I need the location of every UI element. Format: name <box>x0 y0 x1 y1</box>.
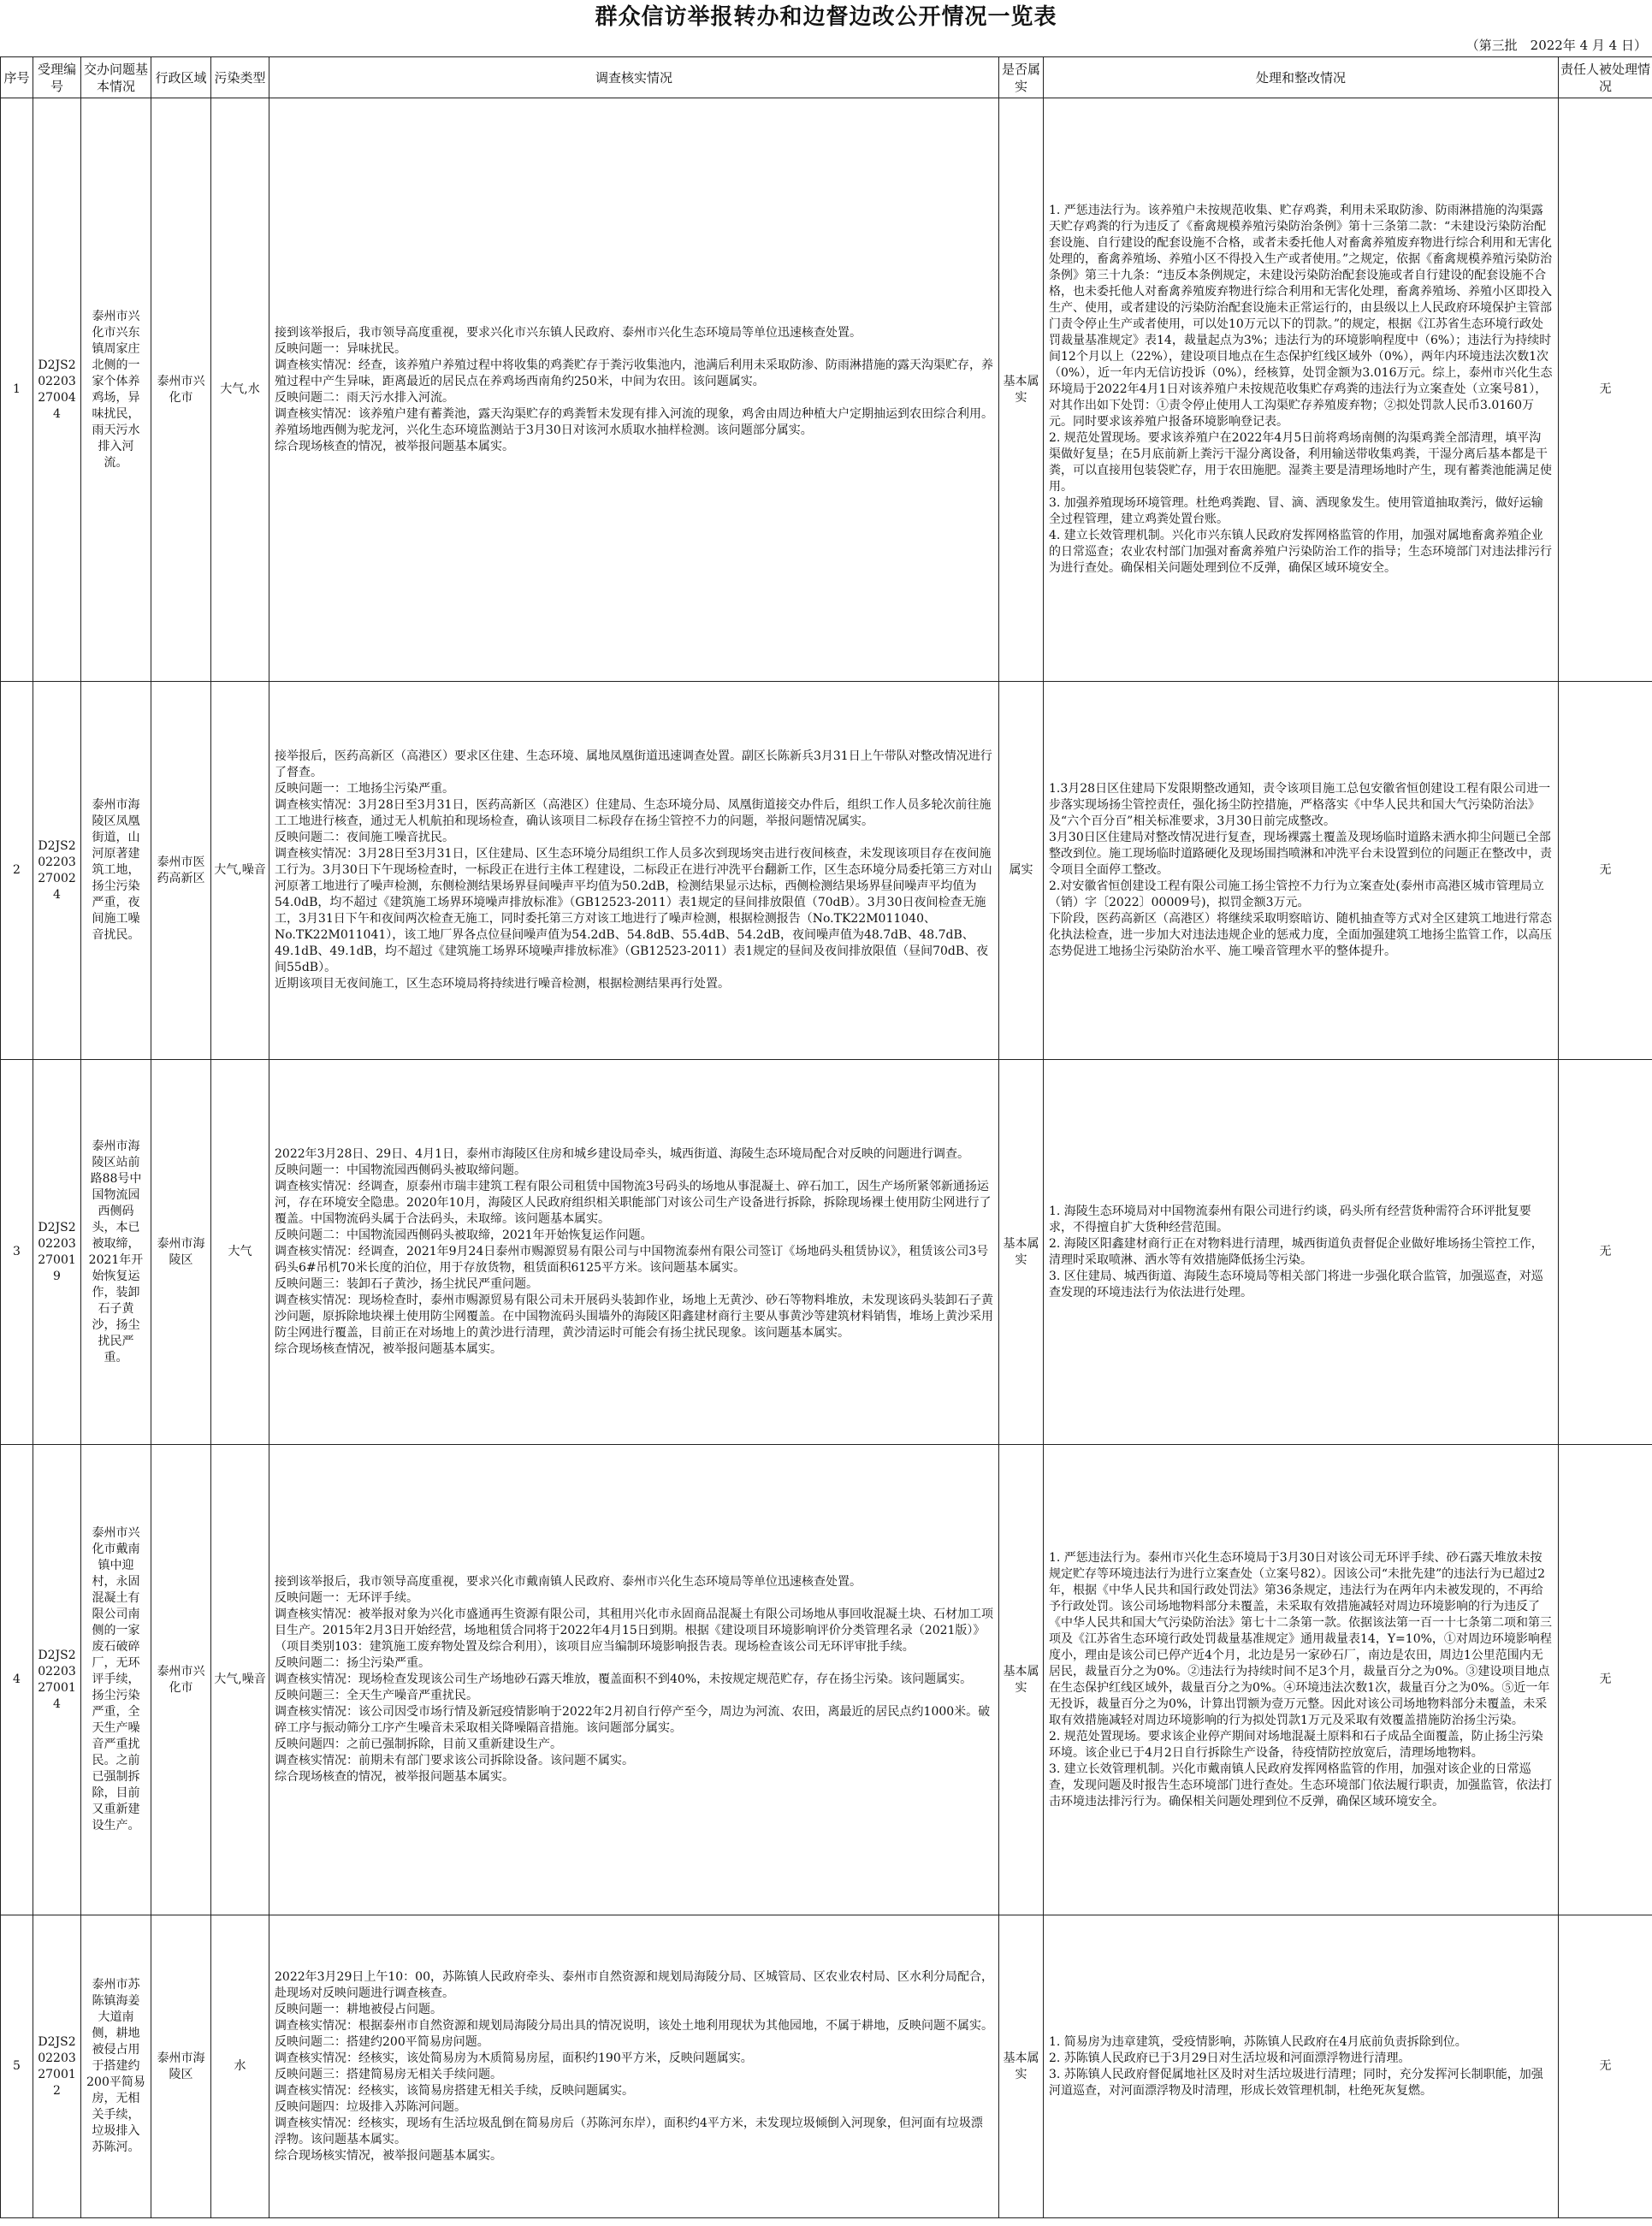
investigation-para: 近期该项目无夜间施工，区生态环境局将持续进行噪音检测，根据检测结果再行处置。 <box>275 977 730 991</box>
cell-id: D2JS202203270012 <box>33 1915 81 2218</box>
cell-basic: 泰州市兴化市兴东镇周家庄北侧的一家个体养鸡场，异味扰民，雨天污水排入河流。 <box>81 98 151 682</box>
investigation-para: 反映问题一：工地扬尘污染严重。 <box>275 782 454 796</box>
investigation-para: 反映问题二：扬尘污染严重。 <box>275 1656 430 1670</box>
cell-punished: 无 <box>1559 98 1652 682</box>
investigation-para: 调查核实情况：经调查，2021年9月24日泰州市赐源贸易有限公司与中国物流泰州有限公司签订《场地码头租赁协议》，租赁该公司3号码头6#吊机70米长度的泊位，用于存放货物，租赁面积6125平方米。该问题基本属实。 <box>275 1245 989 1275</box>
cell-district: 泰州市医药高新区 <box>151 682 211 1060</box>
cell-verified: 属实 <box>999 682 1044 1060</box>
handling-para: 下阶段，医药高新区（高港区）将继续采取明察暗访、随机抽查等方式对全区建筑工地进行常态化执法检查，进一步加大对违法违规企业的惩戒力度，全面加强建筑工地扬尘监管工作，以高压态势促进工地扬尘污染防治水平、施工噪音管理水平的整体提升。 <box>1049 912 1552 958</box>
cell-handling <box>1044 1915 1559 2218</box>
cell-pollution: 大气,噪音 <box>211 1445 269 1915</box>
cell-punished: 无 <box>1559 1060 1652 1445</box>
handling-para: 3. 建立长效管理机制。兴化市戴南镇人民政府发挥网格监管的作用，加强对该企业的日常巡查，发现问题及时报告生态环境部门进行查处。生态环境部门依法履行职责，加强监管，依法打击环境违法排污行为。确保相关问题处理到位不反弹，确保区域环境安全。 <box>1049 1761 1552 1809</box>
cell-handling <box>1044 682 1559 1060</box>
handling-para: 3月30日区住建局对整改情况进行复查，现场裸露土覆盖及现场临时道路未洒水抑尘问题已全部整改到位。施工现场临时道路硬化及现场围挡喷淋和冲洗平台未设置到位的问题正在整改中，责令项目全面停工整改。 <box>1049 831 1552 877</box>
investigation-para: 反映问题三：全天生产噪音严重扰民。 <box>275 1689 478 1702</box>
investigation-para: 调查核实情况：该养殖户建有蓄粪池，露天沟渠贮存的鸡粪暂未发现有排入河流的现象，鸡舍由周边种植大户定期抽运到农田综合利用。养殖场地西侧为驼龙河，兴化生态环境监测站于3月30日对该河水质取水抽样检测。该问题部分属实。 <box>275 406 993 437</box>
cell-basic: 泰州市海陵区凤凰街道，山河原著建筑工地，扬尘污染严重，夜间施工噪音扰民。 <box>81 682 151 1060</box>
header-handling: 处理和整改情况 <box>1044 57 1559 98</box>
table-row <box>1 1445 1652 1915</box>
investigation-para: 反映问题二：雨天污水排入河流。 <box>275 390 454 405</box>
investigation-para: 调查核实情况：现场检查发现该公司生产场地砂石露天堆放，覆盖面积不到40%，未按规定规范贮存，存在扬尘污染。该问题属实。 <box>275 1672 973 1686</box>
handling-para: 2. 规范处置现场。要求该企业停产期间对场地混凝土原料和石子成品全面覆盖，防止扬尘污染环境。该企业已于4月2日自行拆除生产设备，待疫情防控放宽后，清理场地物料。 <box>1049 1729 1543 1760</box>
cell-pollution: 大气,噪音 <box>211 682 269 1060</box>
handling-para: 2. 苏陈镇人民政府已于3月29日对生活垃圾和河面漂浮物进行清理。 <box>1049 2051 1411 2065</box>
investigation-para: 反映问题一：中国物流园西侧码头被取缔问题。 <box>275 1163 526 1177</box>
cell-pollution: 水 <box>211 1915 269 2218</box>
header-row <box>1 57 1652 98</box>
cell-handling <box>1044 1060 1559 1445</box>
handling-para: 1. 严惩违法行为。泰州市兴化生态环境局于3月30日对该公司无环评手续、砂石露天堆放未按规定贮存等环境违法行为进行立案查处（立案号82）。因该公司“未批先建”的违法行为已超过2年，根据《中华人民共和国行政处罚法》第36条规定，违法行为在两年内未被发现的，不再给予行政处罚。该公司场地物料部分未覆盖，未采取有效措施减轻对周边环境影响的行为违反了《中华人民共和国大气污染防治法》第七十二条第一款。依据该法第一百一十七条第二项和第三项及《江苏省生态环境行政处罚裁量基准规定》通用裁量表14，Y=10%，①对周边环境影响程度小，理由是该公司已停产近4个月，北边是另一家砂石厂，南边是农田，周边1公里范围内无居民，裁量百分之为0%。②违法行为持续时间不足3个月，裁量百分之为0%。③建设项目地点在生态保护红线区域外，裁量百分之为0%。④环境违法次数1次，裁量百分之为0%。⑤近一年无投诉，裁量百分之为0%，计算出罚额为壹万元整。因此对该公司场地物料部分未覆盖，未采取有效措施减轻对周边环境影响的行为拟处罚款1万元及采取有效覆盖措施防治扬尘污染。 <box>1049 1550 1552 1727</box>
cell-pollution: 大气 <box>211 1060 269 1445</box>
investigation-para: 调查核实情况：经核实，该简易房搭建无相关手续，反映问题属实。 <box>275 2083 634 2098</box>
handling-para: 2.对安徽省恒创建设工程有限公司施工扬尘管控不力行为立案查处(泰州市高港区城市管理局立（销）字〔2022〕00009号)，拟罚金额3万元。 <box>1049 879 1544 909</box>
cell-seq: 2 <box>1 682 33 1060</box>
document-subtitle: （第三批 2022年 4 月 4 日） <box>1465 38 1647 53</box>
handling-para: 3. 加强养殖现场环境管理。杜绝鸡粪跑、冒、滴、洒现象发生。使用管道抽取粪污，做好运输全过程管理，建立鸡粪处置台账。 <box>1049 496 1543 526</box>
investigation-para: 调查核实情况：前期未有部门要求该公司拆除设备。该问题不属实。 <box>275 1754 634 1767</box>
investigation-para: 反映问题四：垃圾排入苏陈河问题。 <box>275 2099 466 2114</box>
investigation-para: 反映问题二：搭建约200平简易房问题。 <box>275 2034 489 2049</box>
cell-investigation <box>269 98 999 682</box>
cell-district: 泰州市兴化市 <box>151 1445 211 1915</box>
investigation-para: 调查核实情况：现场检查时，泰州市赐源贸易有限公司未开展码头装卸作业，场地上无黄沙、砂石等物料堆放，未发现该码头装卸石子黄沙问题，原拆除地块裸土使用防尘网覆盖。在中国物流码头围墙外的海陵区阳鑫建材商行主要从事黄沙等建筑材料销售，堆场上黄沙采用防尘网进行覆盖，目前正在对场地上的黄沙进行清理，黄沙清运时可能会有扬尘扰民现象。该问题基本属实。 <box>275 1294 993 1340</box>
cell-investigation <box>269 1060 999 1445</box>
cell-handling <box>1044 98 1559 682</box>
cell-punished: 无 <box>1559 682 1652 1060</box>
cell-handling <box>1044 1445 1559 1915</box>
cell-district: 泰州市海陵区 <box>151 1915 211 2218</box>
cell-id: D2JS202203270019 <box>33 1060 81 1445</box>
cell-verified: 基本属实 <box>999 98 1044 682</box>
table-row <box>1 98 1652 682</box>
investigation-para: 调查核实情况：该公司因受市场行情及新冠疫情影响于2022年2月初自行停产至今，周边为河流、农田，离最近的居民点约1000米。破碎工序与振动筛分工序产生噪音未采取相关降噪隔音措施。该问题部分属实。 <box>275 1705 991 1735</box>
investigation-para: 综合现场核实情况，被举报问题基本属实。 <box>275 2148 502 2163</box>
investigation-para: 反映问题三：装卸石子黄沙，扬尘扰民严重问题。 <box>275 1277 538 1291</box>
cell-id: D2JS202203270024 <box>33 682 81 1060</box>
handling-para: 1.3月28日区住建局下发限期整改通知，责令该项目施工总包安徽省恒创建设工程有限公司进一步落实现场扬尘管控责任，强化扬尘防控措施，严格落实《中华人民共和国大气污染防治法》及“六个百分百”相关标准要求，3月30日前完成整改。 <box>1049 782 1551 828</box>
investigation-para: 调查核实情况：经核实，现场有生活垃圾乱倒在简易房后（苏陈河东岸），面积约4平方米，未发现垃圾倾倒入河现象，但河面有垃圾漂浮物。该问题基本属实。 <box>275 2116 983 2146</box>
investigation-para: 调查核实情况：被举报对象为兴化市盛通再生资源有限公司，其租用兴化市永固商品混凝土有限公司场地从事回收混凝土块、石材加工项目生产。2015年2月3日开始经营，场地租赁合同将于2022年4月15日到期。根据《建设项目环境影响评价分类管理名录（2021版）》（项目类别103：建筑施工废弃物处置及综合利用），该项目应当编制环境影响报告表。现场检查该公司无环评审批手续。 <box>275 1607 993 1654</box>
investigation-para: 反映问题一：耕地被侵占问题。 <box>275 2002 442 2016</box>
investigation-para: 2022年3月29日上午10：00，苏陈镇人民政府牵头、泰州市自然资源和规划局海陵分局、区城管局、区农业农村局、区水利分局配合，赴现场对反映问题进行调查核查。 <box>275 1969 993 2000</box>
investigation-para: 反映问题四：之前已强制拆除，目前又重新建设生产。 <box>275 1738 562 1751</box>
cell-id: D2JS202203270014 <box>33 1445 81 1915</box>
cell-id: D2JS202203270044 <box>33 98 81 682</box>
table-row <box>1 1915 1652 2218</box>
investigation-para: 综合现场核查的情况，被举报问题基本属实。 <box>275 439 514 453</box>
complaint-table <box>0 56 1652 2218</box>
cell-basic: 泰州市海陵区站前路88号中国物流园西侧码头，本已被取缔，2021年开始恢复运作，装卸石子黄沙，扬尘扰民严重。 <box>81 1060 151 1445</box>
cell-basic: 泰州市苏陈镇海姜大道南侧，耕地被侵占用于搭建约200平简易房，无相关手续，垃圾排入苏陈河。 <box>81 1915 151 2218</box>
table-row <box>1 682 1652 1060</box>
cell-seq: 1 <box>1 98 33 682</box>
handling-para: 1. 海陵生态环境局对中国物流泰州有限公司进行约谈，码头所有经营货种需符合环评批复要求，不得擅自扩大货种经营范围。 <box>1049 1204 1531 1234</box>
investigation-para: 反映问题二：中国物流园西侧码头被取缔，2021年开始恢复运作问题。 <box>275 1228 653 1242</box>
handling-para: 3. 区住建局、城西街道、海陵生态环境局等相关部门将进一步强化联合监管，加强巡查，对巡查发现的环境违法行为依法进行处理。 <box>1049 1269 1543 1299</box>
header-district: 行政区域 <box>151 57 211 98</box>
investigation-para: 反映问题一：异味扰民。 <box>275 341 406 356</box>
investigation-para: 接到该举报后，我市领导高度重视，要求兴化市兴东镇人民政府、泰州市兴化生态环境局等单位迅速核查处置。 <box>275 325 862 340</box>
handling-para: 4. 建立长效管理机制。兴化市兴东镇人民政府发挥网格监管的作用，加强对属地畜禽养殖企业的日常巡查；农业农村部门加强对畜禽养殖户污染防治工作的指导；生态环境部门对违法排污行为进行查处。确保相关问题处理到位不反弹，确保区域环境安全。 <box>1049 529 1552 575</box>
header-verified: 是否属实 <box>999 57 1044 98</box>
investigation-para: 接到该举报后，我市领导高度重视，要求兴化市戴南镇人民政府、泰州市兴化生态环境局等单位迅速核查处置。 <box>275 1575 862 1589</box>
cell-verified: 基本属实 <box>999 1445 1044 1915</box>
header-punished: 责任人被处理情况 <box>1559 57 1652 98</box>
cell-verified: 基本属实 <box>999 1915 1044 2218</box>
investigation-para: 反映问题二：夜间施工噪音扰民。 <box>275 831 454 844</box>
cell-verified: 基本属实 <box>999 1060 1044 1445</box>
investigation-para: 调查核实情况：3月28日至3月31日，医药高新区（高港区）住建局、生态环境分局、凤凰街道接交办件后，组织工作人员多轮次前往施工工地进行核查，通过无人机航拍和现场检查，确认该项目二标段存在扬尘管控不力的问题，举报问题情况属实。 <box>275 798 992 828</box>
investigation-para: 接举报后，医药高新区（高港区）要求区住建、生态环境、属地凤凰街道迅速调查处置。副区长陈新兵3月31日上午带队对整改情况进行了督查。 <box>275 749 992 779</box>
investigation-para: 调查核实情况：根据泰州市自然资源和规划局海陵分局出具的情况说明，该处土地利用现状为其他园地，不属于耕地，反映问题不属实。 <box>275 2018 993 2033</box>
cell-seq: 4 <box>1 1445 33 1915</box>
document-title: 群众信访举报转办和边督边改公开情况一览表 <box>595 4 1057 30</box>
investigation-para: 调查核实情况：经调查，原泰州市瑞丰建筑工程有限公司租赁中国物流3号码头的场地从事混凝土、碎石加工，因生产场所紧邻新通扬运河，存在环境安全隐患。2020年10月，海陵区人民政府组织相关职能部门对该公司生产设备进行拆除，拆除现场裸土使用防尘网进行了覆盖。中国物流码头属于合法码头，未取缔。该问题基本属实。 <box>275 1180 992 1226</box>
header-id: 受理编号 <box>33 57 81 98</box>
cell-seq: 5 <box>1 1915 33 2218</box>
header-investigation: 调查核实情况 <box>269 57 999 98</box>
investigation-para: 调查核实情况：经核实，该处简易房为木质简易房屋，面积约190平方米，反映问题属实。 <box>275 2051 753 2065</box>
investigation-para: 调查核实情况：经查，该养殖户养殖过程中将收集的鸡粪贮存于粪污收集池内，池满后利用未采取防渗、防雨淋措施的露天沟渠贮存，养殖过程中产生异味，距离最近的居民点在养鸡场西南角约250米，中间为农田。该问题属实。 <box>275 358 993 388</box>
cell-punished: 无 <box>1559 1915 1652 2218</box>
cell-investigation <box>269 682 999 1060</box>
cell-district: 泰州市兴化市 <box>151 98 211 682</box>
investigation-para: 综合现场核查情况，被举报问题基本属实。 <box>275 1342 502 1356</box>
handling-para: 2. 规范处置现场。要求该养殖户在2022年4月5日前将鸡场南侧的沟渠鸡粪全部清理，填平沟渠做好复垦；在5月底前新上粪污干湿分离设备，利用输送带收集鸡粪，干湿分离后基本都是干粪，可以直接用包装袋贮存，用于农田施肥。湿粪主要是清理场地时产生，现有蓄粪池能满足使用。 <box>1049 431 1552 494</box>
handling-para: 1. 简易房为违章建筑，受疫情影响，苏陈镇人民政府在4月底前负责拆除到位。 <box>1049 2034 1467 2049</box>
table-row <box>1 1060 1652 1445</box>
cell-pollution: 大气,水 <box>211 98 269 682</box>
investigation-para: 2022年3月28日、29日、4月1日，泰州市海陵区住房和城乡建设局牵头，城西街道、海陵生态环境局配合对反映的问题进行调查。 <box>275 1147 969 1161</box>
cell-investigation <box>269 1445 999 1915</box>
investigation-para: 反映问题一：无环评手续。 <box>275 1591 418 1605</box>
header-basic: 交办问题基本情况 <box>81 57 151 98</box>
handling-para: 1. 严惩违法行为。该养殖户未按规范收集、贮存鸡粪，利用未采取防渗、防雨淋措施的沟渠露天贮存鸡粪的行为违反了《畜禽规模养殖污染防治条例》第十三条第二款：“未建设污染防治配套设施、自行建设的配套设施不合格，或者未委托他人对畜禽养殖废弃物进行综合利用和无害化处理的，畜禽养殖场、养殖小区不得投入生产或者使用。”之规定，依据《畜禽规模养殖污染防治条例》第三十九条：“违反本条例规定，未建设污染防治配套设施或者自行建设的配套设施不合格，也未委托他人对畜禽养殖废弃物进行综合利用和无害化处理，畜禽养殖场、养殖小区即投入生产、使用，或者建设的污染防治配套设施未正常运行的，由县级以上人民政府环境保护主管部门责令停止生产或者使用，可以处10万元以下的罚款。”的规定，根据《江苏省生态环境行政处罚裁量基准规定》表14，裁量起点为3%；违法行为的环境影响程度中（6%）；违法行为持续时间12个月以上（22%），建设项目地点在生态保护红线区域外（0%），两年内环境违法次数1次（0%），近一年内无信访投诉（0%），经核算，处罚金额为3.016万元。综上，泰州市兴化生态环境局于2022年4月1日对该养殖户未按规范收集贮存鸡粪的违法行为立案查处（立案号81），对其作出如下处罚：①责令停止使用人工沟渠贮存养殖废弃物；②拟处罚款人民币3.0160万元。同时要求该养殖户报备环境影响登记表。 <box>1049 204 1553 429</box>
cell-punished: 无 <box>1559 1445 1652 1915</box>
cell-investigation <box>269 1915 999 2218</box>
handling-para: 2. 海陵区阳鑫建材商行正在对物料进行清理，城西街道负责督促企业做好堆场扬尘管控工作，清理时采取喷淋、洒水等有效措施降低扬尘污染。 <box>1049 1236 1543 1267</box>
cell-seq: 3 <box>1 1060 33 1445</box>
header-seq: 序号 <box>1 57 33 98</box>
handling-para: 3. 苏陈镇人民政府督促属地社区及时对生活垃圾进行清理；同时，充分发挥河长制职能，加强河道巡查，对河面漂浮物及时清理，形成长效管理机制，杜绝死灰复燃。 <box>1049 2067 1543 2098</box>
cell-district: 泰州市海陵区 <box>151 1060 211 1445</box>
header-pollution: 污染类型 <box>211 57 269 98</box>
investigation-para: 综合现场核查的情况，被举报问题基本属实。 <box>275 1770 514 1784</box>
investigation-para: 反映问题三：搭建简易房无相关手续问题。 <box>275 2067 502 2081</box>
cell-basic: 泰州市兴化市戴南镇中迎村，永固混凝土有限公司南侧的一家废石破碎厂，无环评手续，扬尘污染严重，全天生产噪音严重扰民。之前已强制拆除，目前又重新建设生产。 <box>81 1445 151 1915</box>
investigation-para: 调查核实情况：3月28日至3月31日，区住建局、区生态环境分局组织工作人员多次到现场突击进行夜间核查，未发现该项目存在夜间施工行为。3月30日下午现场检查时，一标段正在进行主体工程建设，二标段正在进行冲洗平台翻新工作，区生态环境分局委托第三方对山河原著工地进行了噪声检测，东侧检测结果场界昼间噪声平均值为50.2dB，检测结果显示达标，西侧检测结果场界昼间噪声平均值为54.0dB，均不超过《建筑施工场界环境噪声排放标准》（GB12523-2011）表1规定的昼间排放限值（70dB）。3月30日夜间检查无施工，3月31日下午和夜间两次检查无施工，同时委托第三方对该工地进行了噪声检测，根据检测报告（No.TK22M011040、No.TK22M011041），该工地厂界各点位昼间噪声值为54.2dB、54.8dB、55.4dB、54.2dB，夜间噪声值为48.7dB、48.7dB、49.1dB、49.1dB，均不超过《建筑施工场界环境噪声排放标准》（GB12523-2011）表1规定的昼间及夜间排放限值（昼间70dB、夜间55dB）。 <box>275 847 992 974</box>
